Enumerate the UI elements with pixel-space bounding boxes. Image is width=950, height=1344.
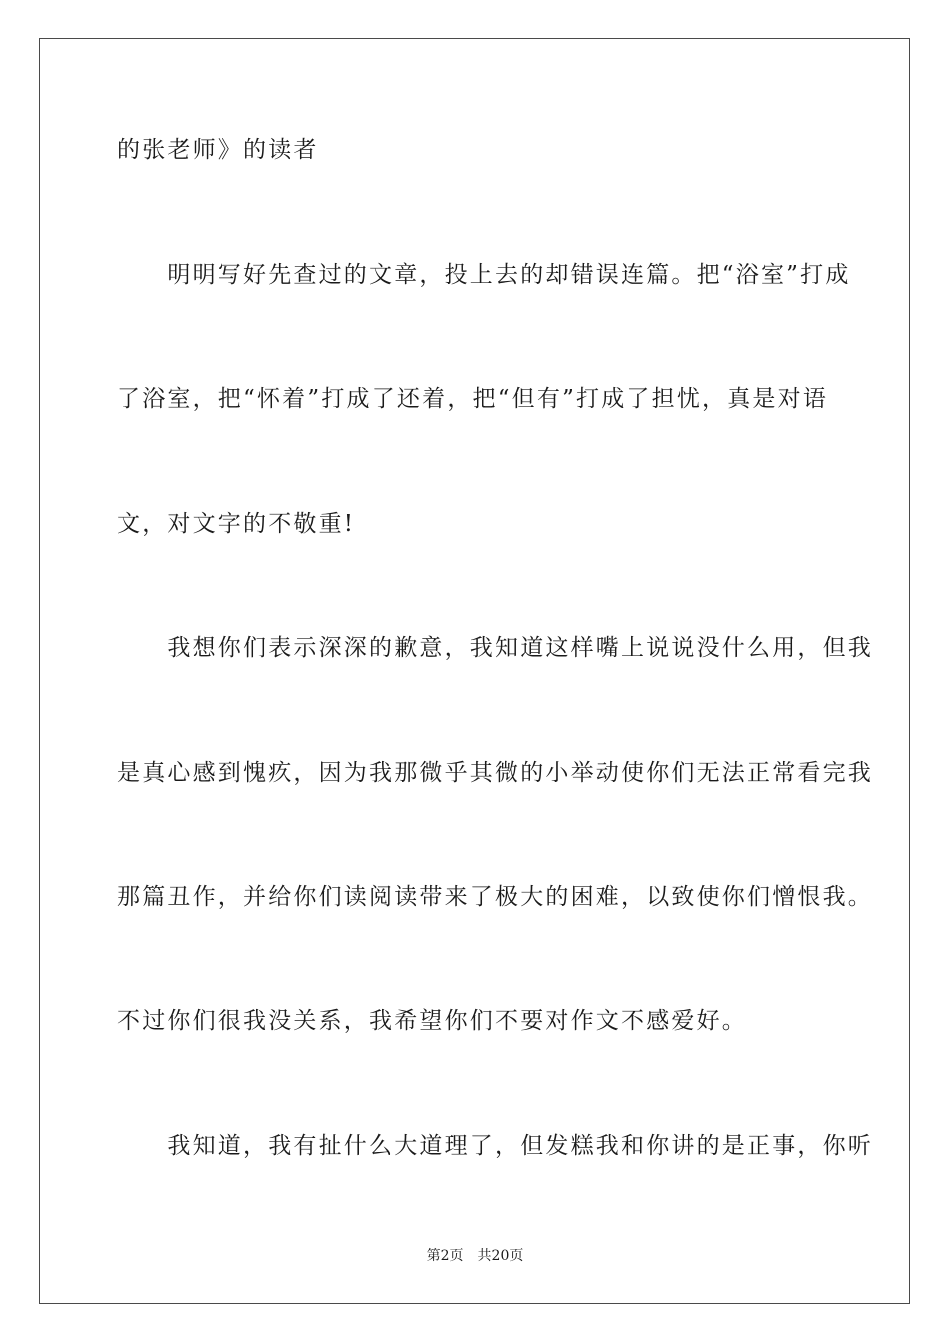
text-line: 明明写好先查过的文章，投上去的却错误连篇。把“浴室”打成 bbox=[117, 262, 851, 288]
text-line: 是真心感到愧疚，因为我那微乎其微的小举动使你们无法正常看完我 bbox=[117, 760, 873, 786]
text-line: 那篇丑作，并给你们读阅读带来了极大的困难，以致使你们憎恨我。 bbox=[117, 884, 873, 910]
page-border bbox=[39, 38, 910, 1304]
text-line: 了浴室，把“怀着”打成了还着，把“但有”打成了担忧，真是对语 bbox=[117, 386, 829, 412]
text-line: 我知道，我有扯什么大道理了，但发糕我和你讲的是正事，你听 bbox=[117, 1133, 873, 1159]
text-line: 文，对文字的不敬重! bbox=[117, 511, 356, 537]
text-line: 的张老师》的读者 bbox=[117, 137, 319, 163]
page-number-footer: 第2页 共20页 bbox=[426, 1248, 524, 1264]
text-line: 我想你们表示深深的歉意，我知道这样嘴上说说没什么用，但我 bbox=[117, 635, 873, 661]
text-line: 不过你们很我没关系，我希望你们不要对作文不感爱好。 bbox=[117, 1008, 747, 1034]
